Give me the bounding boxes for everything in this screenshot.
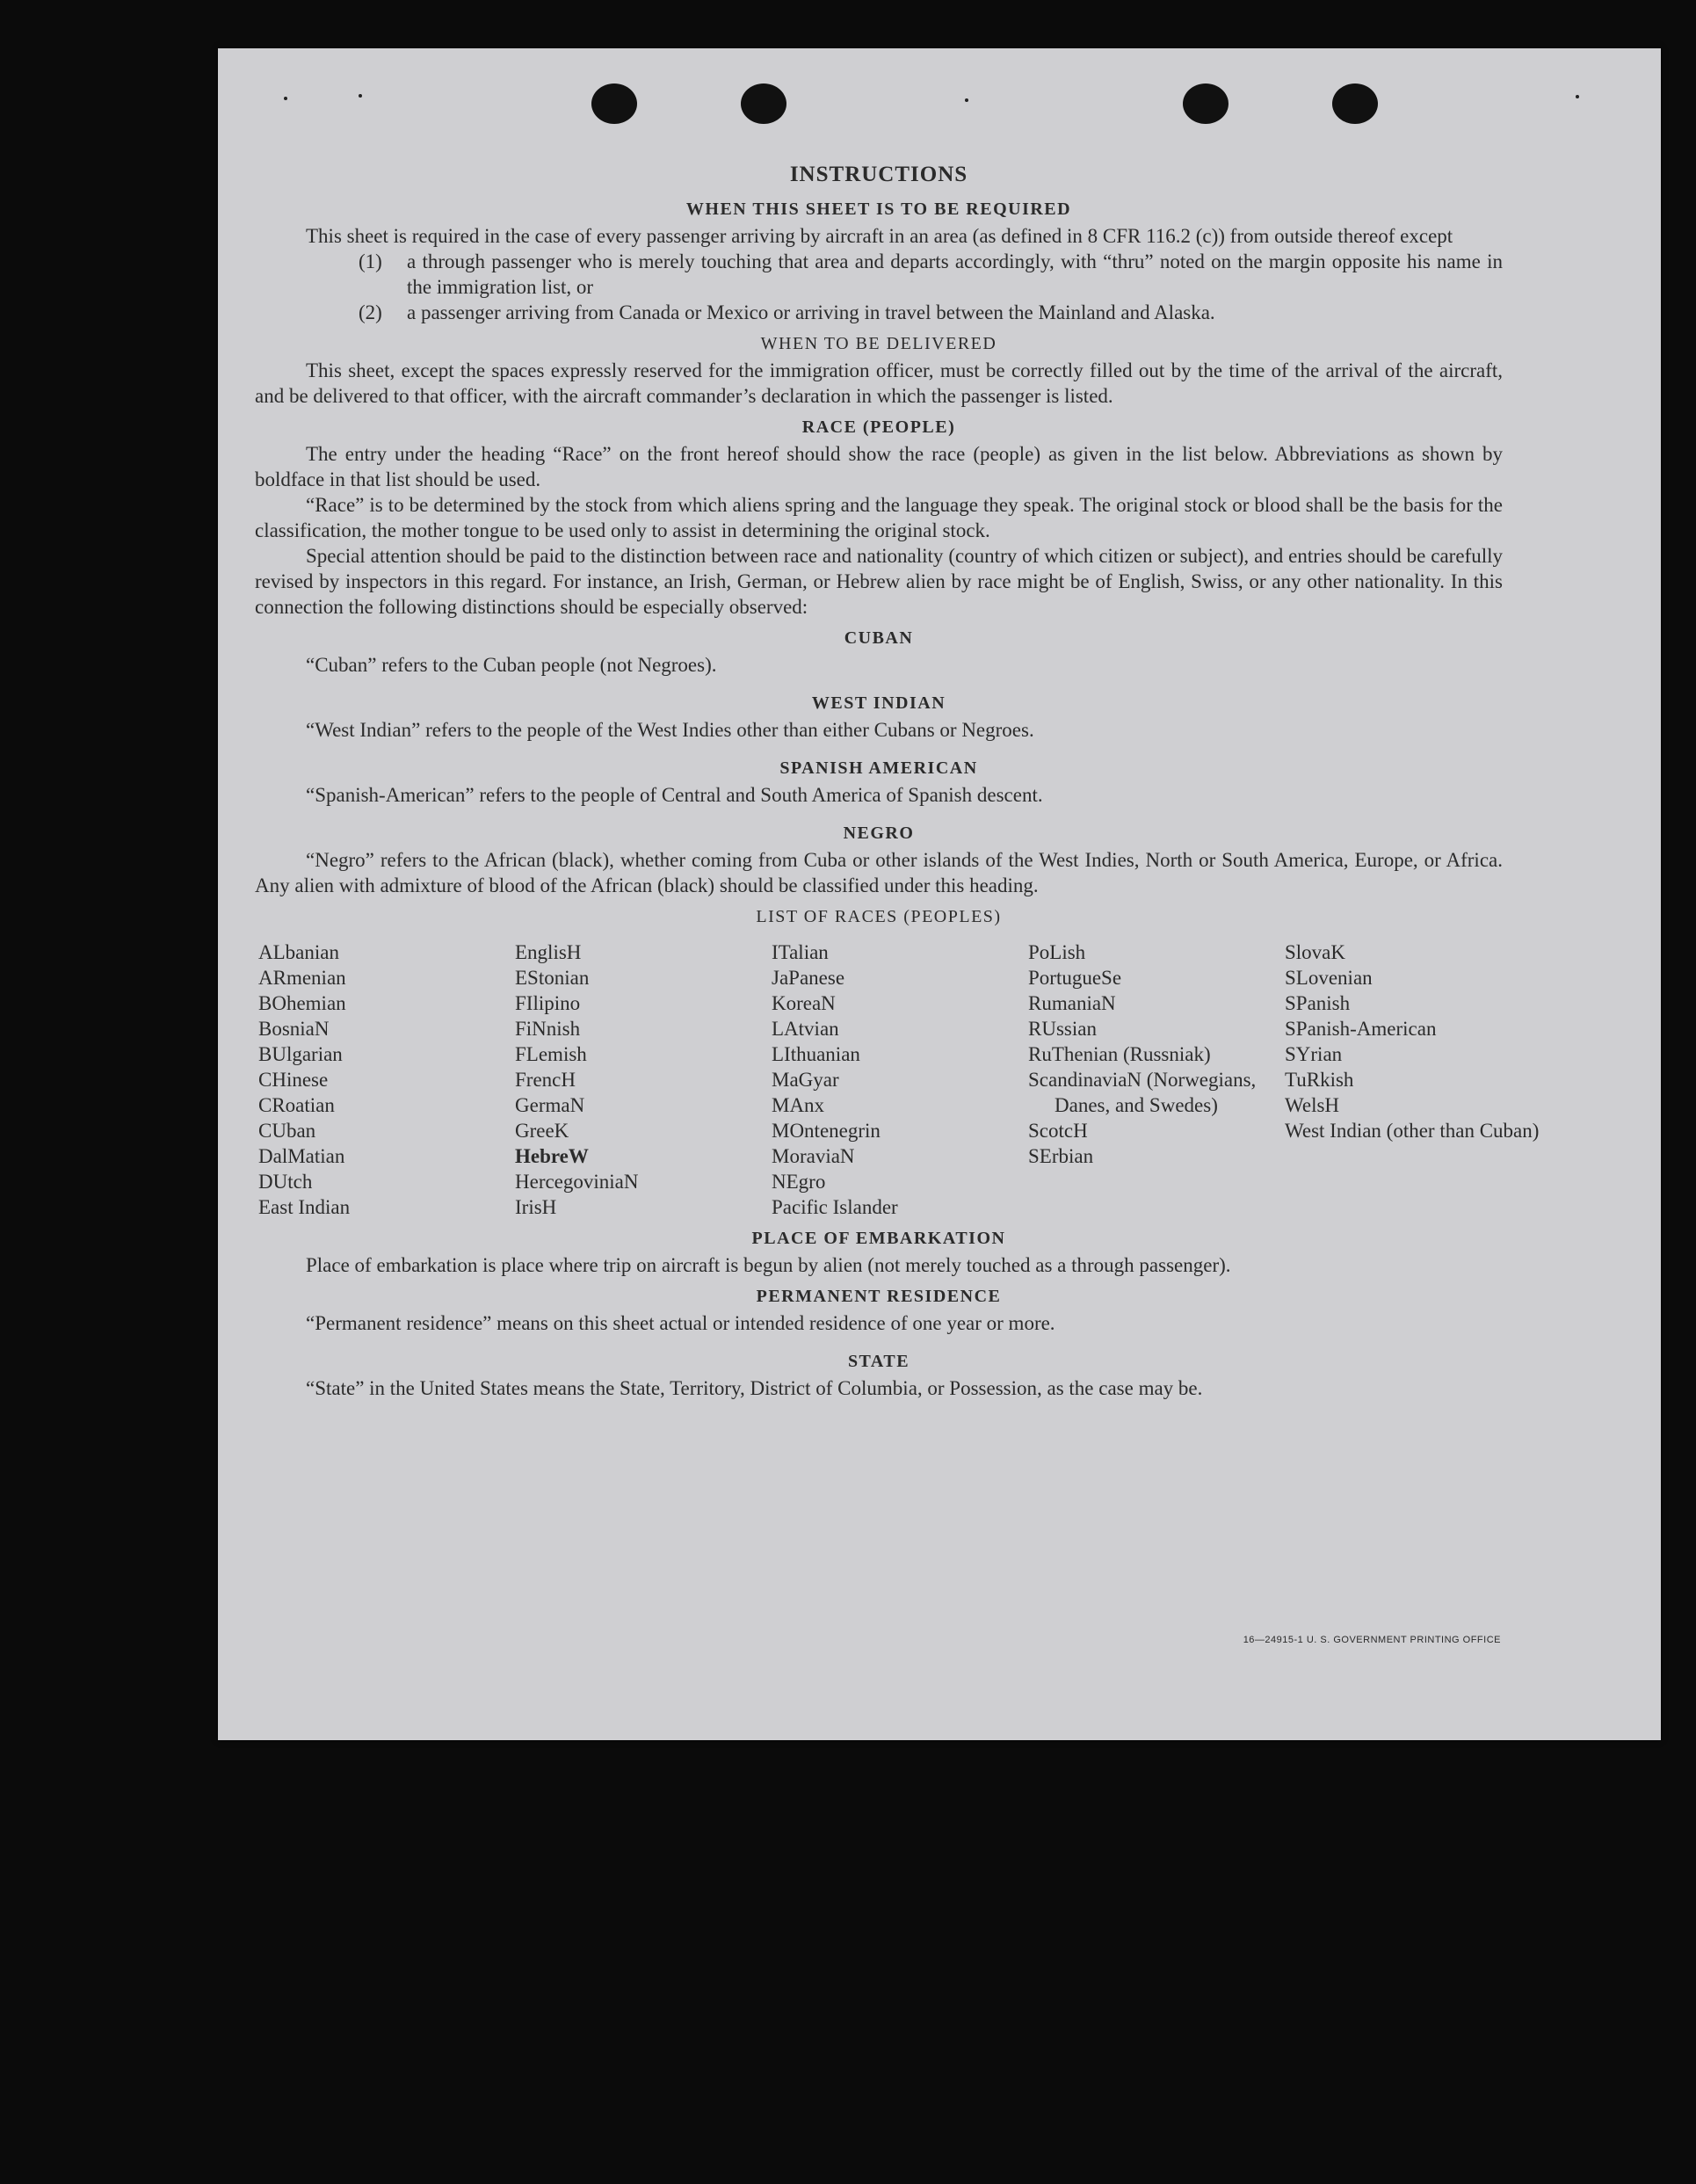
speck	[965, 98, 968, 102]
list-item	[359, 300, 1503, 325]
race-column	[772, 940, 1028, 1220]
race-entry: MOntenegrin	[772, 1120, 881, 1142]
race-entry: SLovenian	[1285, 967, 1373, 989]
race-entry: TuRkish	[1285, 1069, 1354, 1091]
heading-required: WHEN THIS SHEET IS TO BE REQUIRED	[685, 200, 1072, 219]
race-paragraph: Special attention should be paid to the distinction between race and nationality (country of which citizen or subject), and entries should be carefully revised by inspectors in this regard. For instance, an Irish, German, or Hebrew alien by race might be of English, Swiss, or any other nationality. In this connection the following distinctions should be especially observed:	[255, 545, 1503, 618]
race-entry: GreeK	[515, 1120, 569, 1142]
race-entry: SErbian	[1028, 1145, 1094, 1167]
heading-race: RACE (PEOPLE)	[801, 417, 956, 437]
item-text: a passenger arriving from Canada or Mexico or arriving in travel between the Mainland and Alaska.	[407, 301, 1215, 323]
cuban-text: “Cuban” refers to the Cuban people (not Negroes).	[306, 654, 717, 676]
race-entry: IrisH	[515, 1196, 557, 1218]
race-entry: MoraviaN	[772, 1145, 855, 1167]
race-entry: FIlipino	[515, 992, 581, 1014]
race-entry: FLemish	[515, 1043, 587, 1065]
west-indian-text: “West Indian” refers to the people of the West Indies other than either Cubans or Negroes.	[306, 719, 1034, 741]
race-entry: WelsH	[1285, 1094, 1340, 1116]
race-column	[258, 940, 515, 1220]
race-entry: JaPanese	[772, 967, 845, 989]
race-entry: KoreaN	[772, 992, 836, 1014]
race-entry: PortugueSe	[1028, 967, 1122, 989]
race-entry: CRoatian	[258, 1094, 335, 1116]
race-entry: ScotcH	[1028, 1120, 1088, 1142]
race-entry: LIthuanian	[772, 1043, 860, 1065]
race-entry: MaGyar	[772, 1069, 839, 1091]
race-column	[1285, 940, 1541, 1220]
document-sheet	[218, 48, 1661, 1740]
speck	[359, 94, 362, 98]
race-entry: SlovaK	[1285, 941, 1345, 963]
speck	[284, 97, 287, 100]
instructions-content	[255, 163, 1540, 1401]
race-entry: West Indian (other than Cuban)	[1285, 1120, 1540, 1142]
punch-hole	[1183, 83, 1229, 124]
heading-negro: NEGRO	[843, 824, 915, 843]
negro-text: “Negro” refers to the African (black), whether coming from Cuba or other islands of the West Indies, North or South America, Europe, or Africa. Any alien with admixture of blood of the African (black) should be classified under this heading.	[255, 849, 1503, 896]
race-entry: HebreW	[515, 1145, 589, 1167]
race-entry: LAtvian	[772, 1018, 839, 1040]
heading-cuban: CUBAN	[844, 628, 914, 648]
delivered-text: This sheet, except the spaces expressly reserved for the immigration officer, must be correctly filled out by the time of the arrival of the aircraft, and be delivered to that officer, with the aircraft commander’s declaration in which the passenger is listed.	[255, 359, 1503, 407]
race-entry: PoLish	[1028, 941, 1086, 963]
race-entry: BOhemian	[258, 992, 346, 1014]
race-entry: HercegoviniaN	[515, 1171, 639, 1193]
race-entry: SPanish-American	[1285, 1018, 1437, 1040]
print-code: 16—24915-1 U. S. GOVERNMENT PRINTING OFFICE	[1243, 1635, 1501, 1645]
heading-delivered: WHEN TO BE DELIVERED	[760, 334, 997, 353]
race-entry: SPanish	[1285, 992, 1351, 1014]
race-entry: ITalian	[772, 941, 829, 963]
race-entry: CHinese	[258, 1069, 329, 1091]
race-entry: RUssian	[1028, 1018, 1097, 1040]
race-entry: RuThenian (Russniak)	[1028, 1043, 1211, 1065]
item-text: a through passenger who is merely touching that area and departs accordingly, with “thru” noted on the margin opposite his name in the immigration list, or	[407, 250, 1503, 298]
race-entry: Pacific Islander	[772, 1196, 898, 1218]
race-list	[258, 940, 1540, 1220]
race-entry: DalMatian	[258, 1145, 345, 1167]
required-intro: This sheet is required in the case of every passenger arriving by aircraft in an area (as defined in 8 CFR 116.2 (c)) from outside thereof except	[306, 225, 1453, 247]
embarkation-text: Place of embarkation is place where trip on aircraft is begun by alien (not merely touched as a through passenger).	[306, 1254, 1231, 1276]
race-entry: DUtch	[258, 1171, 313, 1193]
heading-embarkation: PLACE OF EMBARKATION	[751, 1229, 1006, 1248]
residence-text: “Permanent residence” means on this sheet actual or intended residence of one year or more.	[306, 1312, 1055, 1334]
heading-race-list: LIST OF RACES (PEOPLES)	[756, 907, 1002, 926]
punch-hole	[741, 83, 786, 124]
state-text: “State” in the United States means the State, Territory, District of Columbia, or Possession, as the case may be.	[306, 1377, 1203, 1399]
race-entry: EStonian	[515, 967, 590, 989]
race-entry: BosniaN	[258, 1018, 330, 1040]
race-entry: ARmenian	[258, 967, 346, 989]
punch-hole	[1332, 83, 1378, 124]
race-entry: CUban	[258, 1120, 316, 1142]
item-number: (1)	[359, 250, 382, 272]
race-entry: EnglisH	[515, 941, 582, 963]
speck	[1576, 95, 1579, 98]
race-entry: MAnx	[772, 1094, 825, 1116]
heading-state: STATE	[847, 1352, 910, 1371]
race-entry: SYrian	[1285, 1043, 1343, 1065]
race-entry: BUlgarian	[258, 1043, 343, 1065]
race-entry: ScandinaviaN (Norwegians, Danes, and Swedes)	[1028, 1069, 1257, 1116]
race-entry: East Indian	[258, 1196, 351, 1218]
page-title: INSTRUCTIONS	[789, 163, 968, 186]
race-entry: ALbanian	[258, 941, 339, 963]
race-column	[1028, 940, 1285, 1220]
heading-residence: PERMANENT RESIDENCE	[756, 1287, 1002, 1306]
race-entry: NEgro	[772, 1171, 826, 1193]
item-number: (2)	[359, 301, 382, 323]
heading-spanish-american: SPANISH AMERICAN	[779, 758, 978, 778]
race-paragraph: The entry under the heading “Race” on the front hereof should show the race (people) as given in the list below. Abbreviations as shown by boldface in that list should be used.	[255, 443, 1503, 490]
race-entry: GermaN	[515, 1094, 585, 1116]
race-entry: RumaniaN	[1028, 992, 1116, 1014]
list-item	[359, 249, 1503, 300]
race-paragraph: “Race” is to be determined by the stock from which aliens spring and the language they speak. The original stock or blood shall be the basis for the classification, the mother tongue to be used only to assist in determining the original stock.	[255, 494, 1503, 541]
spanish-american-text: “Spanish-American” refers to the people of Central and South America of Spanish descent.	[306, 784, 1043, 806]
race-column	[515, 940, 772, 1220]
punch-hole	[591, 83, 637, 124]
race-entry: FrencH	[515, 1069, 576, 1091]
race-entry: FiNnish	[515, 1018, 581, 1040]
heading-west-indian: WEST INDIAN	[811, 693, 946, 713]
